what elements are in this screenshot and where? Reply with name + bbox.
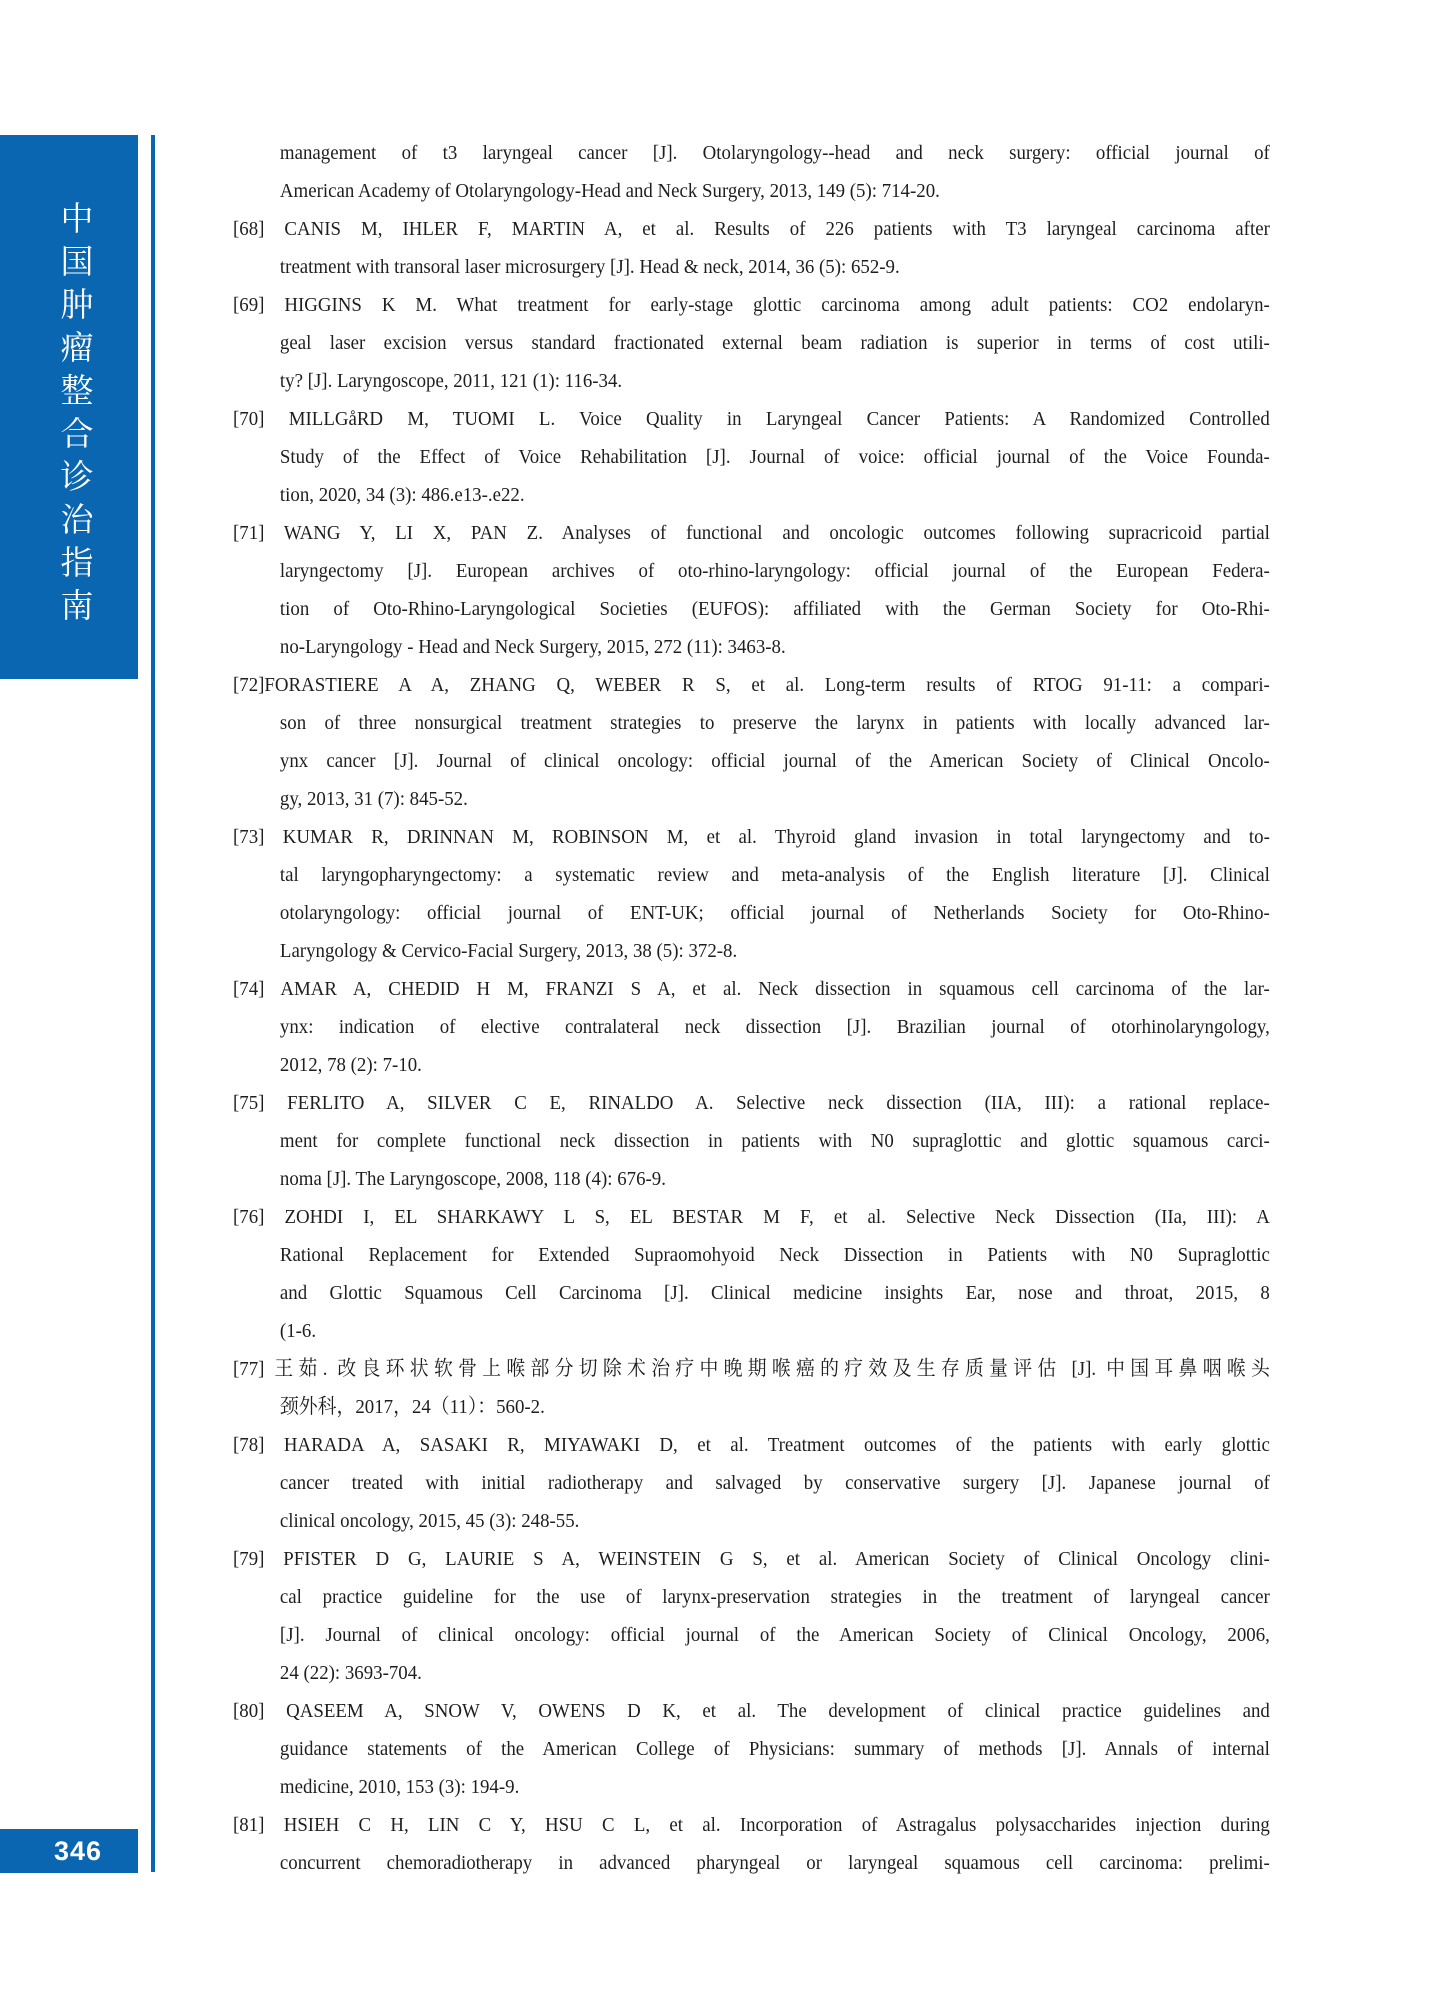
- reference-item-first-line: [81] HSIEH C H, LIN C Y, HSU C L, et al. Incorporation of Astragalus polysaccharides injection during: [233, 1814, 1270, 1836]
- sidebar-title-band: [0, 135, 138, 679]
- reference-line: no-Laryngology - Head and Neck Surgery, 2015, 272 (11): 3463-8.: [279, 636, 786, 658]
- reference-line: noma [J]. The Laryngoscope, 2008, 118 (4): 676-9.: [279, 1168, 666, 1190]
- reference-item-first-line: [80] QASEEM A, SNOW V, OWENS D K, et al. The development of clinical practice guidelines and: [233, 1700, 1270, 1722]
- reference-list: [233, 134, 1270, 1882]
- reference-label: [68]: [233, 218, 285, 240]
- reference-line: 颈外科，2017，24（11）：560-2.: [279, 1396, 545, 1418]
- reference-line: American Academy of Otolaryngology-Head and Neck Surgery, 2013, 149 (5): 714-20.: [279, 180, 940, 202]
- reference-label: [80]: [233, 1700, 287, 1722]
- reference-label: [69]: [233, 294, 285, 316]
- reference-line: cal practice guideline for the use of larynx-preservation strategies in the treatment of laryngeal cancer: [279, 1586, 1270, 1608]
- reference-label: [72]: [233, 674, 265, 696]
- sidebar-title-char: 整: [60, 371, 94, 410]
- reference-item-first-line: [71] WANG Y, LI X, PAN Z. Analyses of functional and oncologic outcomes following supracricoid partial: [233, 522, 1270, 544]
- sidebar-title-char: 指: [60, 543, 94, 582]
- sidebar-title-char: 瘤: [60, 328, 94, 367]
- reference-label: [74]: [233, 978, 281, 1000]
- reference-label: [73]: [233, 826, 283, 848]
- sidebar-title-char: 中: [60, 199, 94, 238]
- reference-line: tal laryngopharyngectomy: a systematic review and meta-analysis of the English literature [J]. Clinical: [279, 864, 1270, 886]
- reference-item-first-line: [75] FERLITO A, SILVER C E, RINALDO A. Selective neck dissection (IIA, III): a rational replace-: [233, 1092, 1270, 1114]
- reference-item-first-line: [79] PFISTER D G, LAURIE S A, WEINSTEIN G S, et al. American Society of Clinical Oncology clini-: [233, 1548, 1270, 1570]
- reference-line: clinical oncology, 2015, 45 (3): 248-55.: [279, 1510, 580, 1532]
- reference-line: concurrent chemoradiotherapy in advanced pharyngeal or laryngeal squamous cell carcinoma: prelimi-: [279, 1852, 1270, 1874]
- reference-label: [81]: [233, 1814, 284, 1836]
- reference-line: cancer treated with initial radiotherapy and salvaged by conservative surgery [J]. Japanese journal of: [279, 1472, 1270, 1494]
- reference-line: and Glottic Squamous Cell Carcinoma [J]. Clinical medicine insights Ear, nose and throat, 2015, 8: [279, 1282, 1270, 1304]
- reference-label: [79]: [233, 1548, 284, 1570]
- reference-label: [76]: [233, 1206, 285, 1228]
- sidebar-title-char: 诊: [60, 457, 94, 496]
- page-number-box: [0, 1829, 138, 1873]
- reference-label: [75]: [233, 1092, 288, 1114]
- reference-item-first-line: [78] HARADA A, SASAKI R, MIYAWAKI D, et al. Treatment outcomes of the patients with early glottic: [233, 1434, 1270, 1456]
- reference-line: 2012, 78 (2): 7-10.: [279, 1054, 422, 1076]
- reference-line: otolaryngology: official journal of ENT-UK; official journal of Netherlands Society for Oto-Rhino-: [279, 902, 1270, 924]
- reference-line: medicine, 2010, 153 (3): 194-9.: [279, 1776, 520, 1798]
- vertical-rule: [151, 135, 155, 1872]
- reference-line: management of t3 laryngeal cancer [J]. Otolaryngology--head and neck surgery: official journal of: [279, 142, 1270, 164]
- reference-item-first-line: [77] 王茹. 改良环状软骨上喉部分切除术治疗中晚期喉癌的疗效及生存质量评估 [J]. 中国耳鼻咽喉头: [233, 1358, 1270, 1380]
- reference-item-first-line: [68] CANIS M, IHLER F, MARTIN A, et al. Results of 226 patients with T3 laryngeal carcinoma after: [233, 218, 1270, 240]
- sidebar-title-char: 合: [60, 414, 94, 453]
- reference-label: [70]: [233, 408, 289, 430]
- reference-item-first-line: [74] AMAR A, CHEDID H M, FRANZI S A, et al. Neck dissection in squamous cell carcinoma of the lar-: [233, 978, 1270, 1000]
- reference-line: [J]. Journal of clinical oncology: official journal of the American Society of Clinical Oncology, 2006,: [279, 1624, 1270, 1646]
- page-number: 346: [53, 1835, 103, 1866]
- reference-line: Laryngology & Cervico-Facial Surgery, 2013, 38 (5): 372-8.: [279, 940, 738, 962]
- sidebar-title-char: 南: [60, 586, 94, 625]
- reference-item-first-line: [76] ZOHDI I, EL SHARKAWY L S, EL BESTAR M F, et al. Selective Neck Dissection (IIa, III): A: [233, 1206, 1270, 1228]
- reference-line: ty? [J]. Laryngoscope, 2011, 121 (1): 116-34.: [279, 370, 623, 392]
- reference-line: ynx: indication of elective contralateral neck dissection [J]. Brazilian journal of otorhinolaryngology,: [279, 1016, 1270, 1038]
- reference-line: Rational Replacement for Extended Supraomohyoid Neck Dissection in Patients with N0 Supraglottic: [279, 1244, 1270, 1266]
- reference-label: [78]: [233, 1434, 284, 1456]
- reference-line: tion, 2020, 34 (3): 486.e13-.e22.: [279, 484, 525, 506]
- reference-item-first-line: [73] KUMAR R, DRINNAN M, ROBINSON M, et al. Thyroid gland invasion in total laryngectomy and to-: [233, 826, 1270, 848]
- sidebar-title-char: 国: [60, 242, 94, 281]
- reference-item-first-line: [72]FORASTIERE A A, ZHANG Q, WEBER R S, et al. Long-term results of RTOG 91-11: a compari-: [233, 674, 1270, 696]
- reference-line: gy, 2013, 31 (7): 845-52.: [279, 788, 468, 810]
- reference-line: 24 (22): 3693-704.: [279, 1662, 422, 1684]
- sidebar-title-char: 肿: [60, 285, 94, 324]
- reference-line: ynx cancer [J]. Journal of clinical oncology: official journal of the American Society of Clinical Oncolo-: [279, 750, 1270, 772]
- reference-item-first-line: [69] HIGGINS K M. What treatment for early-stage glottic carcinoma among adult patients: CO2 endolaryn-: [233, 294, 1270, 316]
- reference-line: (1-6.: [279, 1320, 317, 1342]
- reference-line: geal laser excision versus standard fractionated external beam radiation is superior in terms of cost utili-: [279, 332, 1270, 354]
- sidebar-title-char: 治: [60, 500, 94, 539]
- reference-line: treatment with transoral laser microsurgery [J]. Head & neck, 2014, 36 (5): 652-9.: [279, 256, 900, 278]
- reference-line: Study of the Effect of Voice Rehabilitation [J]. Journal of voice: official journal of the Voice Founda-: [279, 446, 1270, 468]
- reference-line: tion of Oto-Rhino-Laryngological Societies (EUFOS): affiliated with the German Society for Oto-Rhi-: [279, 598, 1270, 620]
- reference-line: ment for complete functional neck dissection in patients with N0 supraglottic and glottic squamous carci-: [279, 1130, 1270, 1152]
- reference-line: son of three nonsurgical treatment strategies to preserve the larynx in patients with locally advanced lar-: [279, 712, 1270, 734]
- reference-label: [71]: [233, 522, 284, 544]
- reference-item-first-line: [70] MILLGåRD M, TUOMI L. Voice Quality in Laryngeal Cancer Patients: A Randomized Controlled: [233, 408, 1270, 430]
- reference-label: [77]: [233, 1358, 275, 1380]
- reference-line: guidance statements of the American College of Physicians: summary of methods [J]. Annals of internal: [279, 1738, 1270, 1760]
- reference-line: laryngectomy [J]. European archives of oto-rhino-laryngology: official journal of the European Federa-: [279, 560, 1270, 582]
